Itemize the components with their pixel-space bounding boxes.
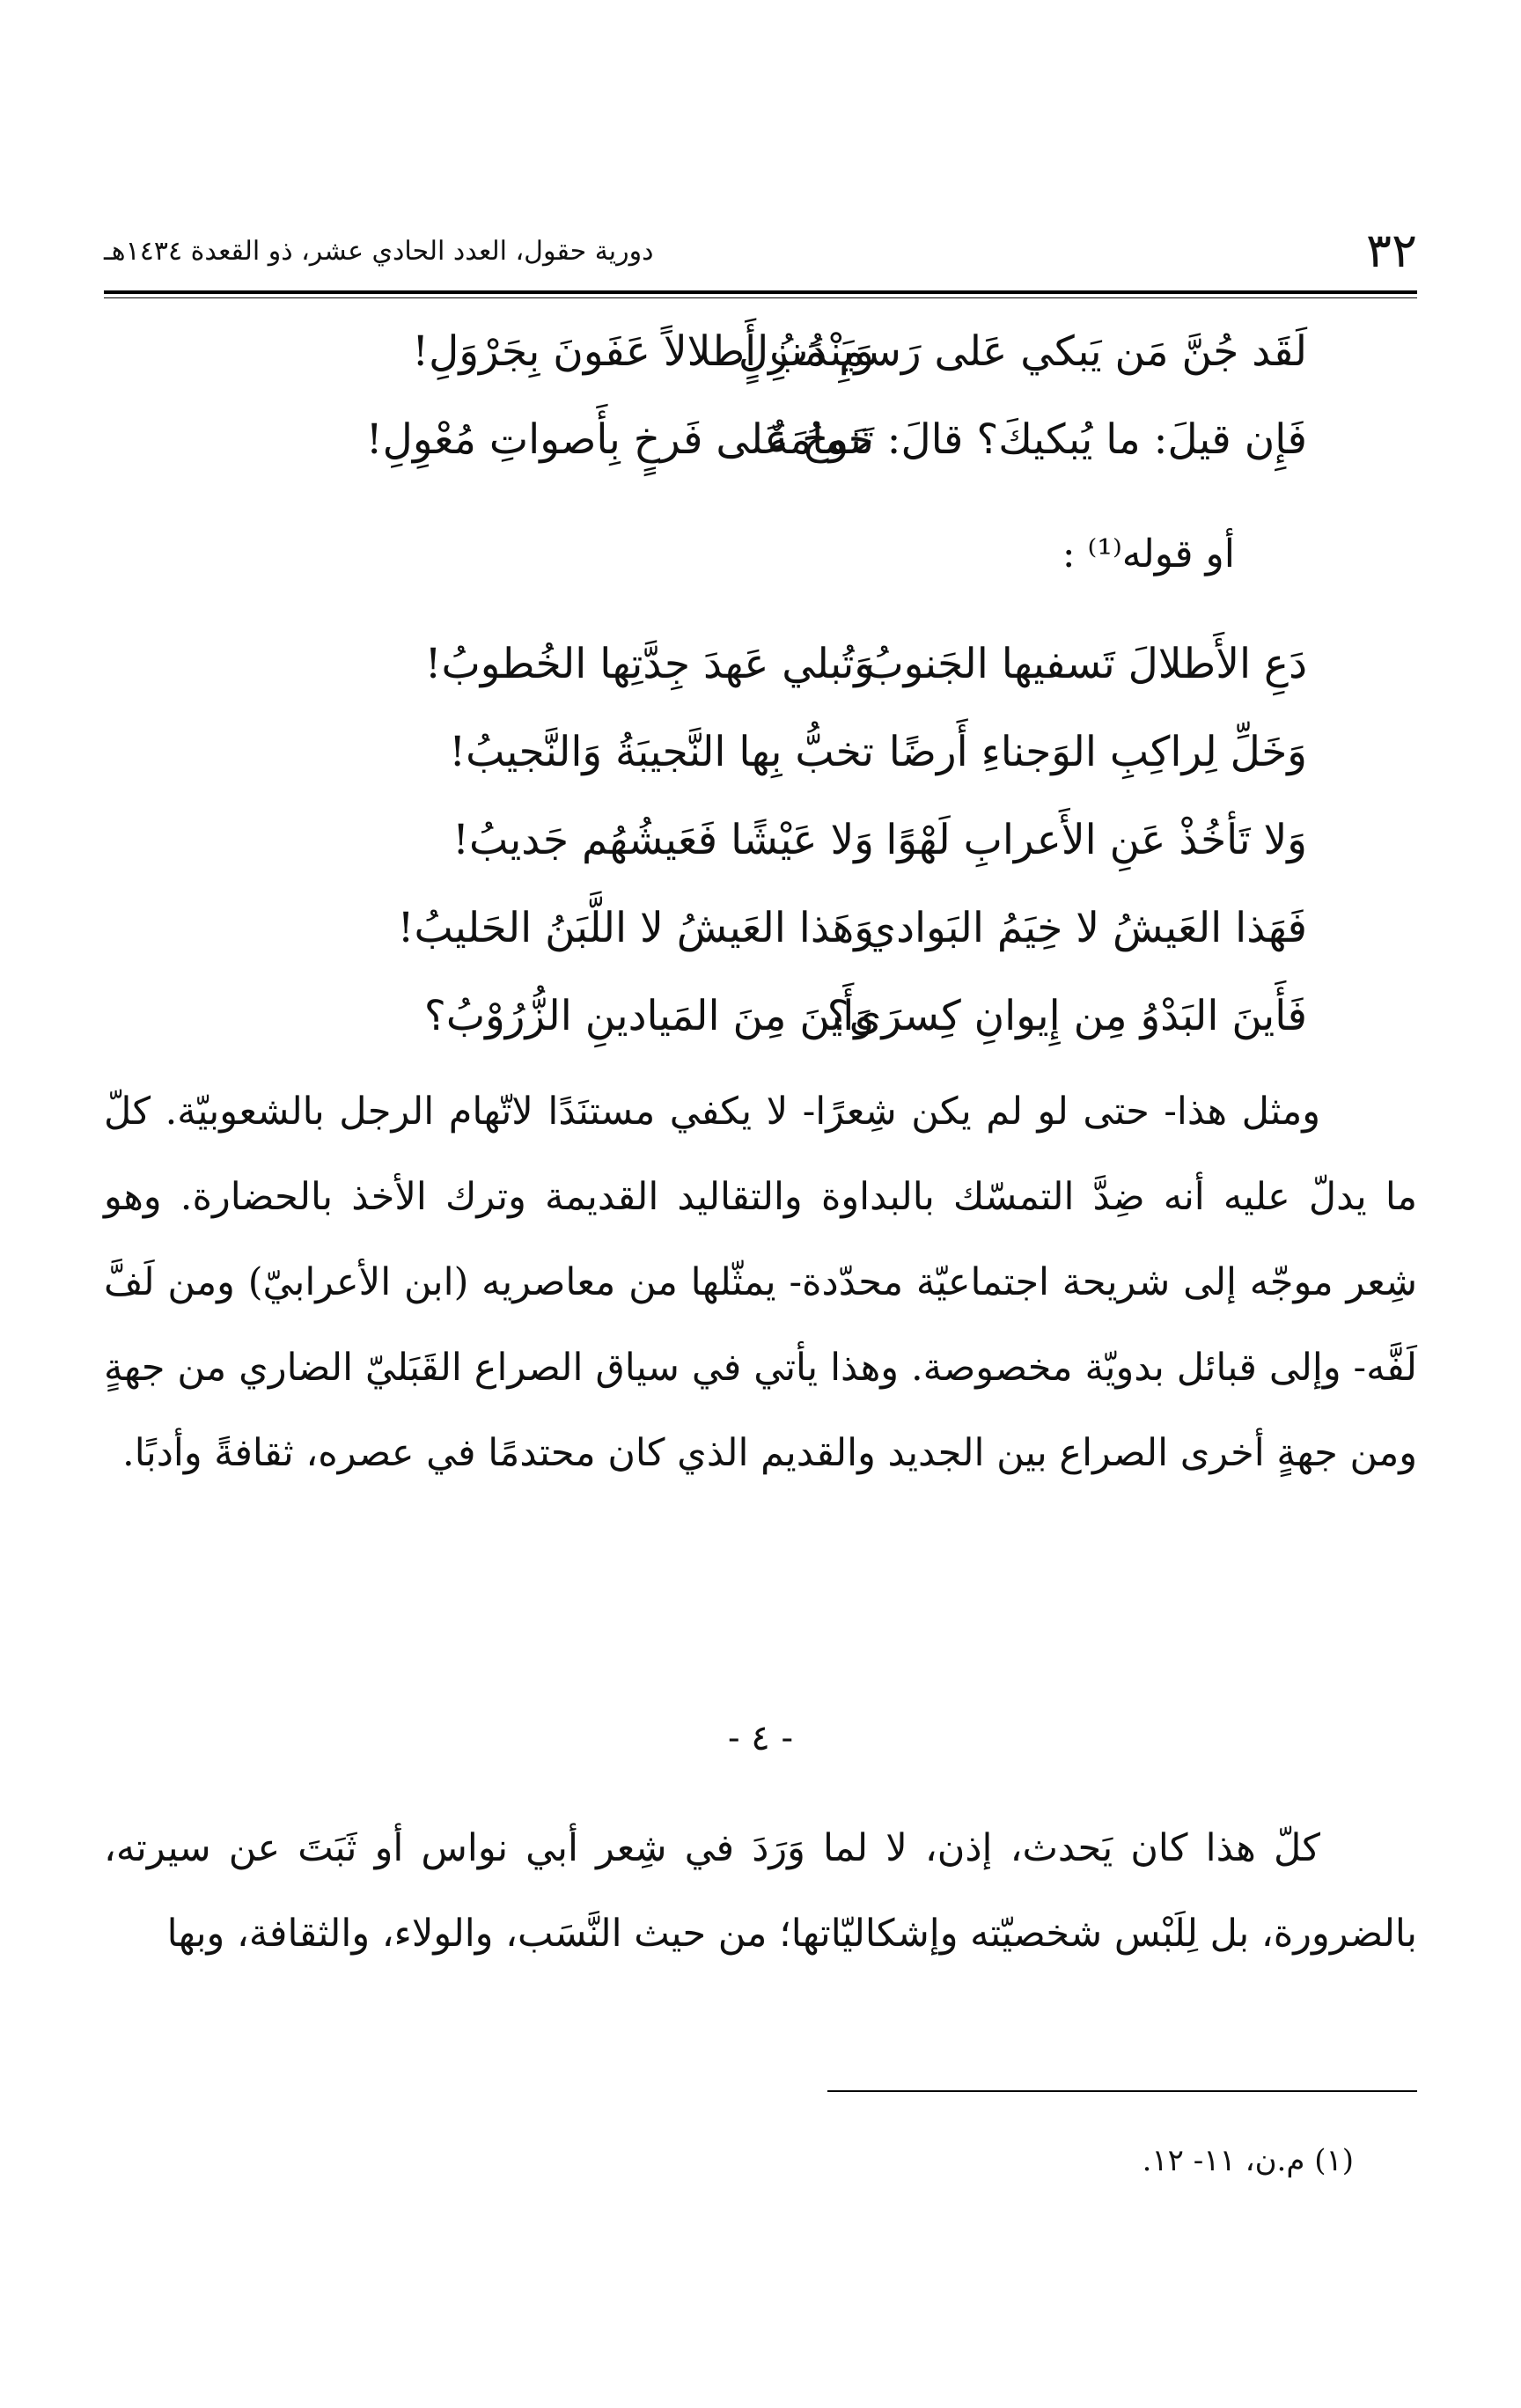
verse-row — [104, 625, 1417, 704]
verse-ajuz: وَلا عَيْشًا فَعَيشُهُم جَديبُ! — [452, 816, 874, 864]
verse-ajuz: تخبُّ بِها النَّجيبَةُ وَالنَّجيبُ! — [449, 728, 874, 776]
verse-sadr: فَإِن قيلَ: ما يُبكيكَ؟ قالَ: حَمامَةٌ — [767, 415, 1307, 464]
paragraph-text: ومثل هذا- حتى لو لم يكن شِعرًا- لا يكفي مستنَدًا لاتّهام الرجل بالشعوبيّة. كلّ ما يدلّ عليه أنه ضِدَّ التمسّك بالبداوة والتقاليد القديمة وترك الأخذ بالحضارة. وهو شِعر موجّه إلى شريحة اجتماعيّة محدّدة- يمثّلها من معاصريه (ابن الأعرابيّ) ومن لَفَّ لَفَّه- وإلى قبائل بدويّة مخصوصة. وهذا يأتي في سياق الصراع القَبَليّ الضاري من جهةٍ ومن جهةٍ أخرى الصراع بين الجديد والقديم الذي كان محتدمًا في عصره، ثقافةً وأدبًا. — [104, 1090, 1417, 1475]
verse-ajuz: وَيَنْدُبُ أَطلالاً عَفَونَ بِجَرْوَلِ! — [412, 327, 874, 376]
journal-title: دورية حقول، العدد الحادي عشر، ذو القعدة ١٤٣٤هـ — [104, 236, 654, 267]
header-rule — [104, 290, 1417, 294]
verse-row — [104, 713, 1417, 792]
body-paragraph-1 — [104, 1069, 1417, 1496]
paragraph-text: كلّ هذا كان يَحدث، إذن، لا لما وَرَدَ في شِعر أبي نواس أو ثَبَتَ عن سيرته، بالضرورة، بل لِلَبْس شخصيّته وإشكاليّاتها؛ من حيث النَّسَب، والولاء، والثقافة، وبها — [104, 1826, 1417, 1956]
poem-intro: أو قوله⁽¹⁾ : — [1062, 532, 1235, 576]
header-rule-thin — [104, 297, 1417, 298]
verse-ajuz: تَنوحُ عَلى فَرخٍ بِأَصواتِ مُعْوِلِ! — [365, 415, 874, 464]
body-paragraph-2 — [104, 1806, 1417, 1977]
verse-row — [104, 400, 1417, 480]
verse-row — [104, 801, 1417, 880]
footnote: (١) م.ن، ١١- ١٢. — [1142, 2143, 1354, 2178]
verse-sadr: فَهَذا العَيشُ لا خِيَمُ البَوادي — [863, 904, 1307, 952]
page-number: ٣٢ — [1365, 223, 1417, 278]
verse-sadr: دَعِ الأَطلالَ تَسفيها الجَنوبُ — [864, 640, 1307, 688]
verse-row — [104, 312, 1417, 392]
verse-row — [104, 977, 1417, 1056]
verse-sadr: وَلا تَأخُذْ عَنِ الأَعرابِ لَهْوًا — [885, 816, 1307, 864]
verse-ajuz: وَهَذا العَيشُ لا اللَّبَنُ الحَليبُ! — [397, 904, 874, 952]
verse-sadr: فَأَينَ البَدْوُ مِن إِيوانِ كِسرَى؟ — [827, 992, 1307, 1040]
section-marker: - ٤ - — [728, 1718, 793, 1758]
verse-sadr: لَقَد جُنَّ مَن يَبكي عَلى رَسمِ مَنزِلٍ — [738, 327, 1307, 376]
verse-ajuz: وَتُبلي عَهدَ جِدَّتِها الخُطوبُ! — [424, 640, 874, 688]
running-header — [104, 220, 1417, 282]
verse-row — [104, 889, 1417, 968]
verse-sadr: وَخَلِّ لِراكِبِ الوَجناءِ أَرضًا — [888, 728, 1307, 776]
footnote-rule — [827, 2090, 1417, 2092]
verse-ajuz: وَأَينَ مِنَ المَيادينِ الزُّرُوْبُ؟ — [423, 992, 874, 1040]
